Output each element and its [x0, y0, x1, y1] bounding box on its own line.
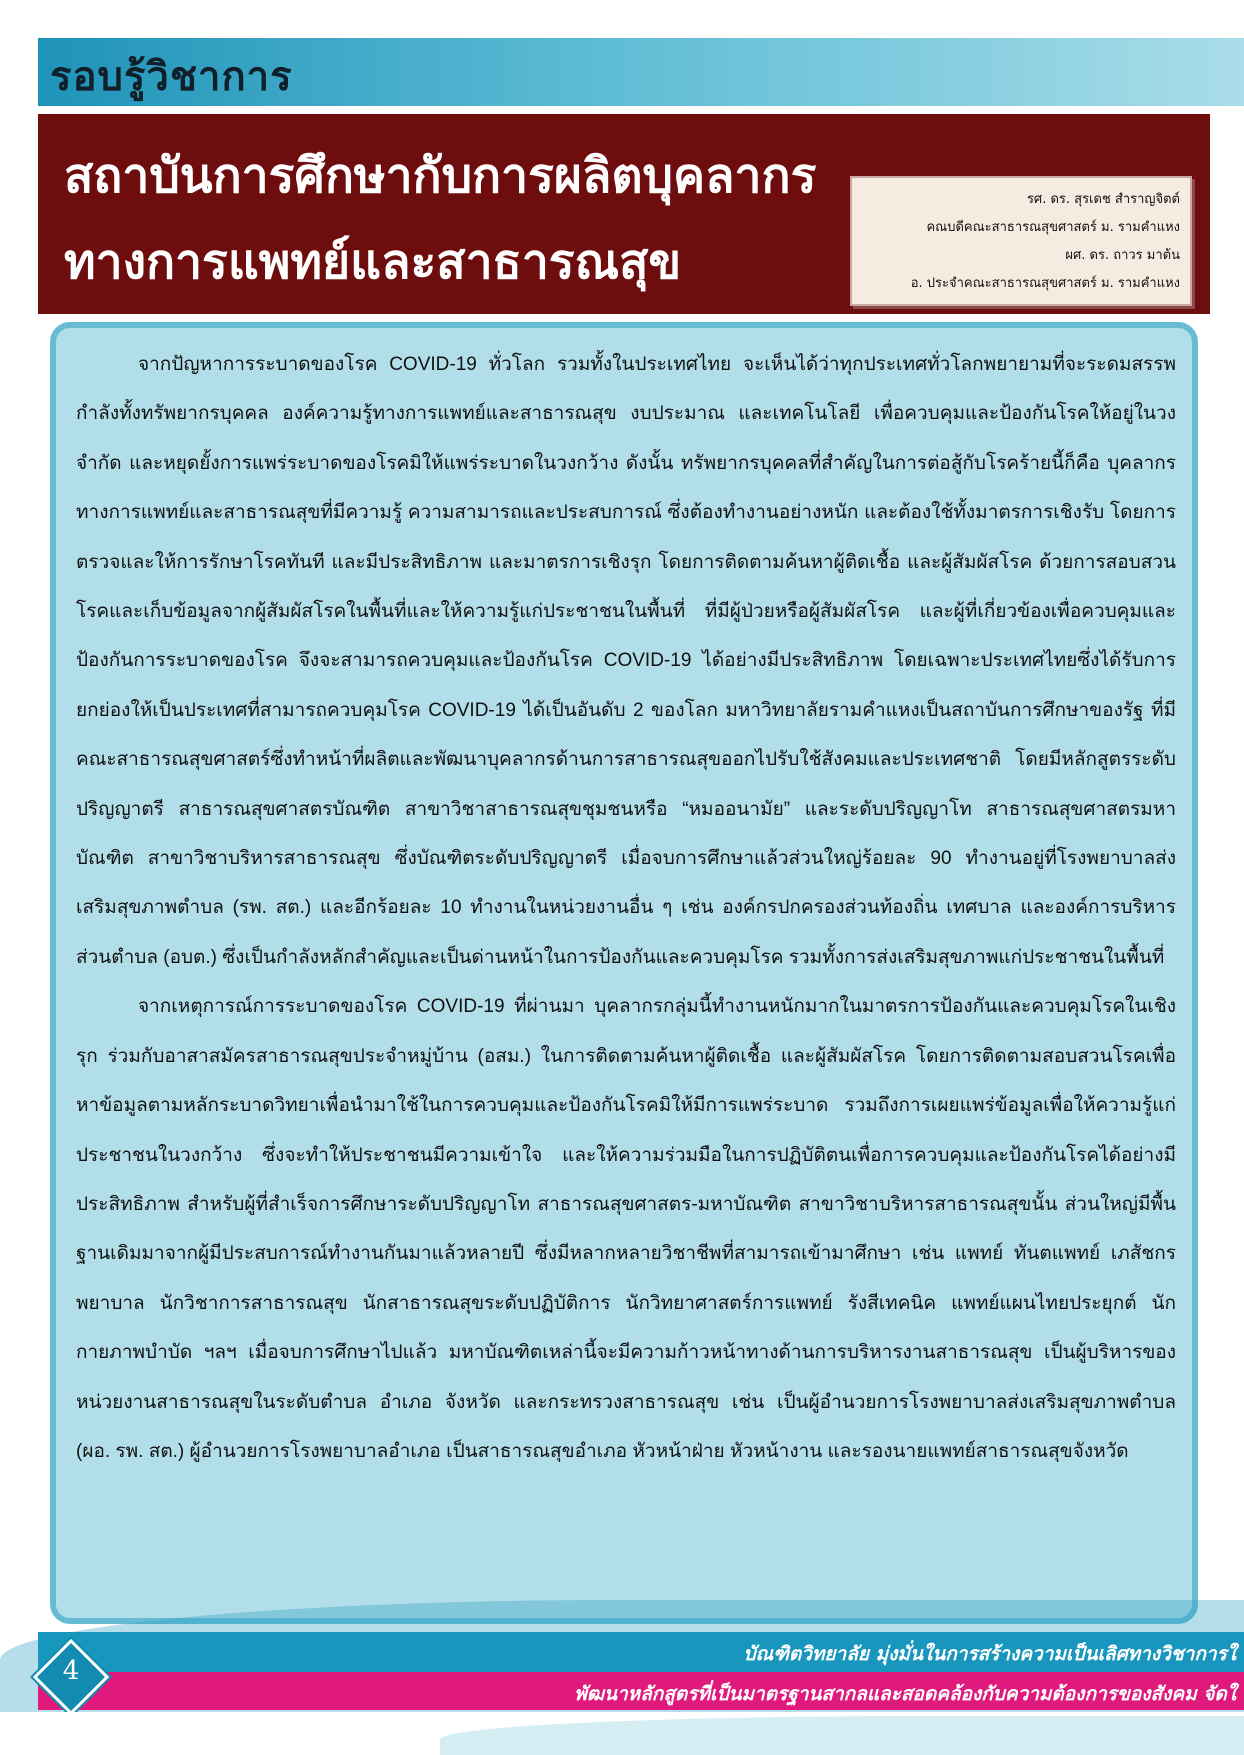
article-body — [76, 340, 1176, 1476]
paragraph-2: จากเหตุการณ์การระบาดของโรค COVID-19 ที่ผ่านมา บุคลากรกลุ่มนี้ทำงานหนักมากในมาตรการป้องกันและควบคุมโรคในเชิงรุก ร่วมกับอาสาสมัครสาธารณสุขประจำหมู่บ้าน (อสม.) ในการติดตามค้นหาผู้ติดเชื้อ และผู้สัมผัสโรค โดยการติดตามสอบสวนโรคเพื่อหาข้อมูลตามหลักระบาดวิทยาเพื่อนำมาใช้ในการควบคุมและป้องกันโรคมิให้มีการแพร่ระบาด รวมถึงการเผยแพร่ข้อมูลเพื่อให้ความรู้แก่ประชาชนในวงกว้าง ซึ่งจะทำให้ประชาชนมีความเข้าใจ และให้ความร่วมมือในการปฏิบัติตนเพื่อการควบคุมและป้องกันโรคได้อย่างมีประสิทธิภาพ สำหรับผู้ที่สำเร็จการศึกษาระดับปริญญาโท สาธารณสุขศาสตร-มหาบัณฑิต สาขาวิชาบริหารสาธารณสุขนั้น ส่วนใหญ่มีพื้นฐานเดิมมาจากผู้มีประสบการณ์ทำงานกันมาแล้วหลายปี ซึ่งมีหลากหลายวิชาชีพที่สามารถเข้ามาศึกษา เช่น แพทย์ ทันตแพทย์ เภสัชกร พยาบาล นักวิชาการสาธารณสุข นักสาธารณสุขระดับปฏิบัติการ นักวิทยาศาสตร์การแพทย์ รังสีเทคนิค แพทย์แผนไทยประยุกต์ นักกายภาพบำบัด ฯลฯ เมื่อจบการศึกษาไปแล้ว มหาบัณฑิตเหล่านี้จะมีความก้าวหน้าทางด้านการบริหารงานสาธารณสุข เป็นผู้บริหารของหน่วยงานสาธารณสุขในระดับตำบล อำเภอ จังหวัด และกระทรวงสาธารณสุข เช่น เป็นผู้อำนวยการโรงพยาบาลส่งเสริมสุขภาพตำบล (ผอ. รพ. สต.) ผู้อำนวยการโรงพยาบาลอำเภอ เป็นสาธารณสุขอำเภอ หัวหน้าฝ่าย หัวหน้างาน และรองนายแพทย์สาธารณสุขจังหวัด — [76, 996, 1176, 1462]
article-body-panel — [50, 322, 1198, 1624]
footer-banner-pink — [38, 1672, 1244, 1710]
author-box — [850, 176, 1192, 306]
section-label: รอบรู้วิชาการ — [50, 54, 293, 100]
page-number: 4 — [62, 1656, 80, 1686]
author-1-name: รศ. ดร. สุรเดช สำราญจิตต์ — [1026, 192, 1180, 207]
article-title-line-1: สถาบันการศึกษากับการผลิตบุคลากร — [64, 150, 817, 203]
author-1-title: คณบดีคณะสาธารณสุขศาสตร์ ม. รามคำแหง — [926, 220, 1180, 235]
paragraph-1: จากปัญหาการระบาดของโรค COVID-19 ทั่วโลก รวมทั้งในประเทศไทย จะเห็นได้ว่าทุกประเทศทั่วโลกพยายามที่จะระดมสรรพกำลังทั้งทรัพยากรบุคคล องค์ความรู้ทางการแพทย์และสาธารณสุข งบประมาณ และเทคโนโลยี เพื่อควบคุมและป้องกันโรคให้อยู่ในวงจำกัด และหยุดยั้งการแพร่ระบาดของโรคมิให้แพร่ระบาดในวงกว้าง ดังนั้น ทรัพยากรบุคคลที่สำคัญในการต่อสู้กับโรคร้ายนี้ก็คือ บุคลากรทางการแพทย์และสาธารณสุขที่มีความรู้ ความสามารถและประสบการณ์ ซึ่งต้องทำงานอย่างหนัก และต้องใช้ทั้งมาตรการเชิงรับ โดยการตรวจและให้การรักษาโรคทันที และมีประสิทธิภาพ และมาตรการเชิงรุก โดยการติดตามค้นหาผู้ติดเชื้อ และผู้สัมผัสโรค ด้วยการสอบสวนโรคและเก็บข้อมูลจากผู้สัมผัสโรคในพื้นที่และให้ความรู้แก่ประชาชนในพื้นที่ ที่มีผู้ป่วยหรือผู้สัมผัสโรค และผู้ที่เกี่ยวข้องเพื่อควบคุมและป้องกันการระบาดของโรค จึงจะสามารถควบคุมและป้องกันโรค COVID-19 ได้อย่างมีประสิทธิภาพ โดยเฉพาะประเทศไทยซึ่งได้รับการยกย่องให้เป็นประเทศที่สามารถควบคุมโรค COVID-19 ได้เป็นอันดับ 2 ของโลก มหาวิทยาลัยรามคำแหงเป็นสถาบันการศึกษาของรัฐ ที่มีคณะสาธารณสุขศาสตร์ซึ่งทำหน้าที่ผลิตและพัฒนาบุคลากรด้านการสาธารณสุขออกไปรับใช้สังคมและประเทศชาติ โดยมีหลักสูตรระดับปริญญาตรี สาธารณสุขศาสตรบัณฑิต สาขาวิชาสาธารณสุขชุมชนหรือ “หมออนามัย” และระดับปริญญาโท สาธารณสุขศาสตรมหาบัณฑิต สาขาวิชาบริหารสาธารณสุข ซึ่งบัณฑิตระดับปริญญาตรี เมื่อจบการศึกษาแล้วส่วนใหญ่ร้อยละ 90 ทำงานอยู่ที่โรงพยาบาลส่งเสริมสุขภาพตำบล (รพ. สต.) และอีกร้อยละ 10 ทำงานในหน่วยงานอื่น ๆ เช่น องค์กรปกครองส่วนท้องถิ่น เทศบาล และองค์การบริหารส่วนตำบล (อบต.) ซึ่งเป็นกำลังหลักสำคัญและเป็นด่านหน้าในการป้องกันและควบคุมโรค รวมทั้งการส่งเสริมสุขภาพแก่ประชาชนในพื้นที่ — [76, 354, 1176, 968]
footer-line-1: บัณฑิตวิทยาลัย มุ่งมั่นในการสร้างความเป็นเลิศทางวิชาการใ — [743, 1643, 1236, 1665]
footer-line-2: พัฒนาหลักสูตรที่เป็นมาตรฐานสากลและสอดคล้องกับความต้องการของสังคม จัดใ — [574, 1683, 1236, 1705]
footer-banner-blue — [38, 1632, 1244, 1672]
author-2-name: ผศ. ดร. ถาวร มาต้น — [1065, 248, 1180, 263]
article-title-line-2: ทางการแพทย์และสาธารณสุข — [64, 236, 682, 289]
author-2-title: อ. ประจำคณะสาธารณสุขศาสตร์ ม. รามคำแหง — [910, 276, 1180, 291]
